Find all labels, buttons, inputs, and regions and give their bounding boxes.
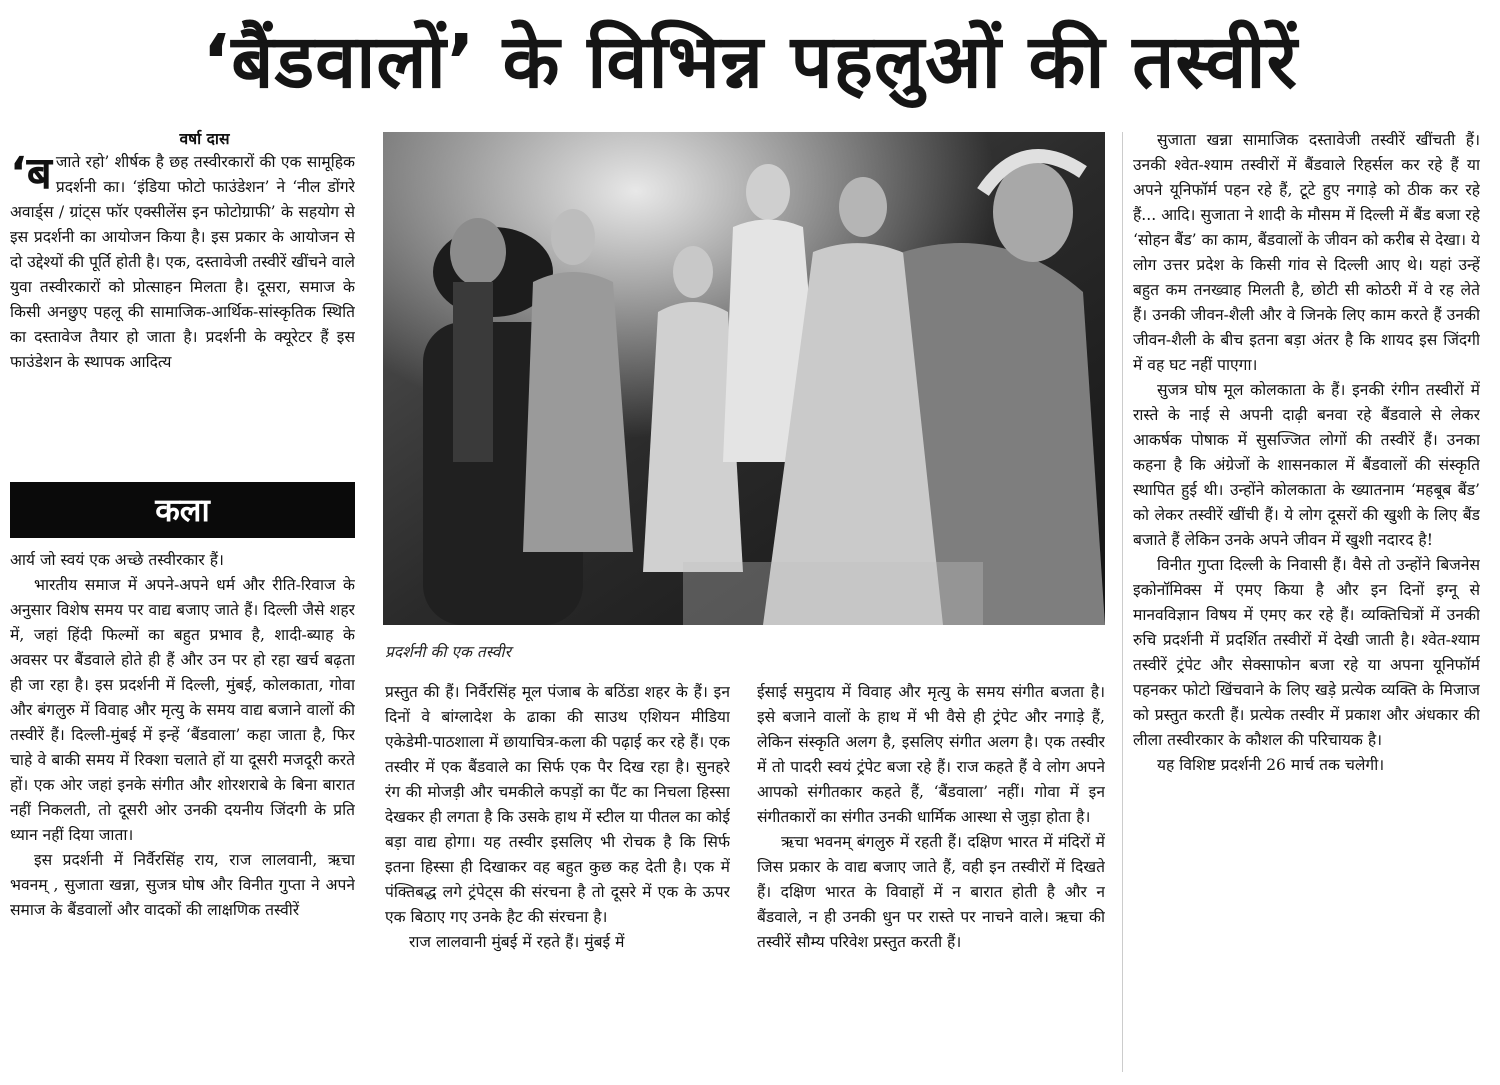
- paragraph: ईसाई समुदाय में विवाह और मृत्यु के समय संगीत बजता है। इसे बजाने वालों के हाथ में भी वैसे ही ट्रंपेट और नगाड़े हैं, लेकिन संस्कृति अलग है, इसलिए संगीत अलग है। एक तस्वीर में तो पादरी स्वयं ट्रंपेट बजा रहे हैं। राज कहते हैं वे लोग अपने आपको संगीतकार कहते हैं, ‘बैंडवाला’ नहीं। गोवा में इन संगीतकारों का संगीत उनकी धार्मिक आस्था से जुड़ा होता है।: [757, 683, 1105, 826]
- paragraph: प्रस्तुत की हैं। निर्वैरसिंह मूल पंजाब के बठिंडा शहर के हैं। इन दिनों वे बांग्लादेश के ढाका की साउथ एशियन मीडिया एकेडेमी-पाठशाला में छायाचित्र-कला की पढ़ाई कर रहे हैं। एक तस्वीर में एक बैंडवाले का सिर्फ एक पैर दिख रहा है। सुनहरे रंग की मोजड़ी और चमकीले कपड़ों का पैंट का निचला हिस्सा देखकर ही लगता है कि उसके हाथ में स्टील या पीतल का कोई बड़ा वाद्य होगा। यह तस्वीर इसलिए भी रोचक है कि सिर्फ इतना हिस्सा ही दिखाकर वह बहुत कुछ कह देती है। एक में पंक्तिबद्ध लगे ट्रंपेट्स की संरचना है तो दूसरे में एक के ऊपर एक बिठाए गए उनके हैट की संरचना है।: [385, 683, 730, 926]
- article-column-1-top: [10, 128, 355, 472]
- paragraph: भारतीय समाज में अपने-अपने धर्म और रीति-रिवाज के अनुसार विशेष समय पर वाद्य बजाए जाते हैं। दिल्ली जैसे शहर में, जहां हिंदी फिल्मों का बहुत प्रभाव है, शादी-ब्याह के अवसर पर बैंडवाले होते ही हैं और उन पर हो रहा खर्च बढ़ता ही जा रहा है। इस प्रदर्शनी में दिल्ली, मुंबई, कोलकाता, गोवा और बंगलुरु में विवाह और मृत्यु के समय वाद्य बजाने वालों की तस्वीरें हैं। दिल्ली-मुंबई में इन्हें ‘बैंडवाला’ कहा जाता है, फिर चाहे वे बाकी समय में रिक्शा चलाते हों या दूसरी मजदूरी करते हों। एक ओर जहां इनके संगीत और शोरशराबे के बिना बारात नहीं निकलती, तो दूसरी ओर उनकी दयनीय जिंदगी के प्रति ध्यान नहीं दिया जाता।: [10, 576, 355, 844]
- article-column-3: [757, 680, 1105, 1078]
- paragraph: राज लालवानी मुंबई में रहते हैं। मुंबई में: [409, 933, 625, 951]
- paragraph: यह विशिष्ट प्रदर्शनी 26 मार्च तक चलेगी।: [1157, 756, 1385, 774]
- photo-image: [383, 132, 1105, 625]
- paragraph: ऋचा भवनम् बंगलुरु में रहती हैं। दक्षिण भारत में मंदिरों में जिस प्रकार के वाद्य बजाए जाते हैं, वही इन तस्वीरों में दिखते हैं। दक्षिण भारत के विवाहों में न बारात होती है और न बैंडवाले, न ही उनकी धुन पर रास्ते पर नाचने वाले। ऋचा की तस्वीरें सौम्य परिवेश प्रस्तुत करती हैं।: [757, 833, 1105, 951]
- column-divider: [1122, 132, 1123, 1072]
- article-column-4: [1133, 128, 1480, 1078]
- article-column-2: [385, 680, 730, 1078]
- article-photo: [383, 132, 1105, 625]
- dropcap: ‘ब: [10, 148, 52, 199]
- paragraph: सुजाता खन्ना सामाजिक दस्तावेजी तस्वीरें खींचती हैं। उनकी श्वेत-श्याम तस्वीरों में बैंडवाले रिहर्सल कर रहे हैं या अपने यूनिफॉर्म पहन रहे हैं, टूटे हुए नगाड़े को ठीक कर रहे हैं... आदि। सुजाता ने शादी के मौसम में दिल्ली में बैंड बजा रहे ‘सोहन बैंड’ का काम, बैंडवालों के जीवन को करीब से देखा। ये लोग उत्तर प्रदेश के किसी गांव से दिल्ली आए थे। यहां उन्हें बहुत कम तनख्वाह मिलती है, छोटी सी कोठरी में वे रह लेते हैं। उनकी जीवन-शैली और वे जिनके लिए काम करते हैं उनकी जीवन-शैली के बीच इतना बड़ा अंतर है कि शायद इस जिंदगी में वह घट नहीं पाएगा।: [1133, 131, 1480, 374]
- paragraph: विनीत गुप्ता दिल्ली के निवासी हैं। वैसे तो उन्होंने बिजनेस इकोनॉमिक्स में एमए किया है और इन दिनों इग्नू से मानवविज्ञान विषय में एमए कर रहे हैं। व्यक्तिचित्रों में उनकी रुचि प्रदर्शनी में प्रदर्शित तस्वीरों में देखी जाती है। श्वेत-श्याम तस्वीरें ट्रंपेट और सेक्साफोन बजा रहे या अपना यूनिफॉर्म पहनकर फोटो खिंचवाने के लिए खड़े प्रत्येक व्यक्ति के मिजाज को प्रस्तुत करती हैं। प्रत्येक तस्वीर में प्रकाश और अंधकार की लीला तस्वीरकार के कौशल की परिचायक है।: [1133, 556, 1480, 749]
- byline: वर्षा दास: [179, 129, 230, 148]
- paragraph: इस प्रदर्शनी में निर्वैरसिंह राय, राज लालवानी, ऋचा भवनम् , सुजाता खन्ना, सुजत्र घोष और विनीत गुप्ता ने अपने समाज के बैंडवालों और वादकों की लाक्षणिक तस्वीरें: [10, 851, 355, 919]
- paragraph: आर्य जो स्वयं एक अच्छे तस्वीरकार हैं।: [10, 551, 224, 569]
- intro-text: जाते रहो’ शीर्षक है छह तस्वीरकारों की एक सामूहिक प्रदर्शनी का। ‘इंडिया फोटो फाउंडेशन’ ने ‘नील डोंगरे अवार्ड्स / ग्रांट्स फॉर एक्सीलेंस इन फोटोग्राफी’ के सहयोग से इस प्रदर्शनी का आयोजन किया है। इस प्रकार के आयोजन से दो उद्देश्यों की पूर्ति होती है। एक, दस्तावेजी तस्वीरें खींचने वाले युवा तस्वीरकारों को प्रोत्साहन मिलता है। दूसरा, समाज के किसी अनछुए पहलू की सामाजिक-आर्थिक-सांस्कृतिक स्थिति का दस्तावेज तैयार हो जाता है। प्रदर्शनी के क्यूरेटर हैं इस फाउंडेशन के स्थापक आदित्य: [10, 153, 355, 371]
- headline: ‘बैंडवालों’ के विभिन्न पहलुओं की तस्वीरें: [202, 19, 1298, 105]
- intro-paragraph: [10, 150, 355, 375]
- photo-caption: प्रदर्शनी की एक तस्वीर: [385, 643, 511, 661]
- article-column-1-bottom: [10, 548, 355, 1078]
- section-label: कला: [10, 482, 355, 538]
- paragraph: सुजत्र घोष मूल कोलकाता के हैं। इनकी रंगीन तस्वीरों में रास्ते के नाई से अपनी दाढ़ी बनवा रहे बैंडवाले से लेकर आकर्षक पोषाक में सुसज्जित लोगों की तस्वीरें हैं। उनका कहना है कि अंग्रेजों के शासनकाल में बैंडवालों की संस्कृति स्थापित हुई थी। उन्होंने कोलकाता के ख्यातनाम ‘महबूब बैंड’ को लेकर तस्वीरें खींची हैं। ये लोग दूसरों की खुशी के लिए बैंड बजाते हैं लेकिन उनके अपने जीवन में खुशी नदारद है!: [1133, 381, 1480, 549]
